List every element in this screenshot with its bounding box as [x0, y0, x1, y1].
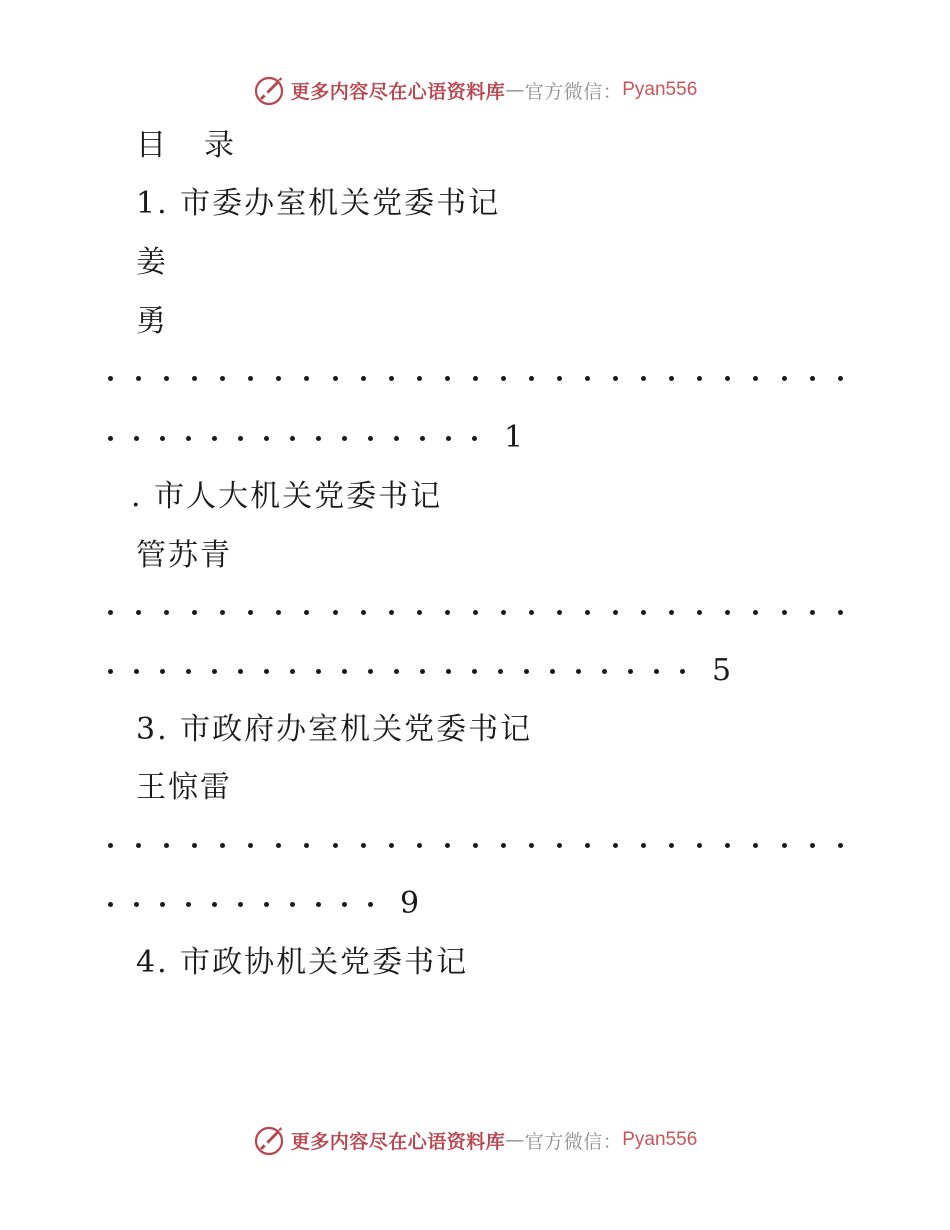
leader-dot: [697, 843, 702, 848]
leader-dot: [557, 843, 562, 848]
leader-dot: [389, 843, 394, 848]
banner-main-text: 更多内容尽在心语资料库: [290, 1130, 506, 1153]
leader-dot: [613, 376, 618, 381]
leader-dot: [316, 669, 321, 674]
toc-page-number: 5: [712, 653, 732, 688]
leader-dot: [613, 843, 618, 848]
leader-dot: [782, 610, 787, 615]
leader-dot: [212, 669, 217, 674]
toc-leader-dots: [108, 651, 843, 691]
leader-dot: [264, 669, 269, 674]
toc-entry-title: . 市人大机关党委书记: [131, 479, 443, 514]
leader-dot: [238, 436, 243, 441]
toc-entry-name: 姜: [136, 245, 168, 280]
leader-dot: [394, 436, 399, 441]
leader-dot: [753, 843, 758, 848]
leader-dot: [669, 610, 674, 615]
leader-dot: [557, 610, 562, 615]
leader-dot: [585, 843, 590, 848]
leader-dot: [654, 669, 659, 674]
leader-dot: [394, 669, 399, 674]
leader-dot: [160, 436, 165, 441]
leader-dot: [276, 376, 281, 381]
leader-dot: [192, 376, 197, 381]
leader-dot: [697, 376, 702, 381]
leader-dot: [361, 610, 366, 615]
leader-dot: [389, 610, 394, 615]
leader-dot: [108, 436, 113, 441]
footer-banner: [0, 1120, 950, 1160]
header-banner: [0, 70, 950, 110]
quill-pen-logo-icon: [253, 74, 285, 106]
leader-dot: [501, 610, 506, 615]
leader-dot: [498, 669, 503, 674]
leader-dot: [472, 436, 477, 441]
leader-dot: [445, 843, 450, 848]
leader-dot: [192, 610, 197, 615]
leader-dot: [108, 902, 113, 907]
leader-dot: [290, 436, 295, 441]
toc-page-number: 9: [400, 886, 420, 921]
leader-dot: [585, 376, 590, 381]
leader-dot: [501, 376, 506, 381]
leader-dot: [585, 610, 590, 615]
banner-wechat-id: Pyan556: [622, 1129, 698, 1150]
leader-dot: [264, 902, 269, 907]
toc-entry-name: 王惊雷: [136, 770, 232, 805]
leader-dot: [838, 610, 843, 615]
banner-dash: —: [505, 1129, 525, 1151]
banner-wechat-label: 官方微信：: [524, 1130, 623, 1153]
leader-dot: [304, 610, 309, 615]
leader-dot: [248, 376, 253, 381]
leader-dot: [304, 376, 309, 381]
leader-dot: [238, 902, 243, 907]
leader-dot: [333, 610, 338, 615]
leader-dot: [342, 902, 347, 907]
toc-leader-dots: [108, 592, 843, 632]
toc-leader-dots: [108, 418, 843, 458]
leader-dot: [361, 843, 366, 848]
leader-dot: [446, 436, 451, 441]
leader-dot: [316, 436, 321, 441]
leader-dot: [529, 376, 534, 381]
toc-leader-dots: [108, 358, 843, 398]
leader-dot: [669, 843, 674, 848]
leader-dot: [238, 669, 243, 674]
leader-dot: [810, 610, 815, 615]
leader-dot: [669, 376, 674, 381]
banner-dash: —: [505, 79, 525, 101]
leader-dot: [164, 843, 169, 848]
leader-dot: [304, 843, 309, 848]
toc-entry-name: 管苏青: [136, 538, 232, 573]
leader-dot: [186, 669, 191, 674]
toc-heading: [136, 126, 236, 166]
leader-dot: [810, 843, 815, 848]
leader-dot: [160, 669, 165, 674]
leader-dot: [212, 902, 217, 907]
leader-dot: [290, 902, 295, 907]
toc-entry-name: 勇: [136, 304, 168, 339]
leader-dot: [529, 843, 534, 848]
leader-dot: [420, 669, 425, 674]
quill-pen-logo-icon: [253, 1124, 285, 1156]
leader-dot: [472, 669, 477, 674]
toc-page-number: 1: [504, 420, 524, 455]
toc-leader-dots: [108, 884, 843, 924]
leader-dot: [445, 610, 450, 615]
leader-dot: [248, 610, 253, 615]
leader-dot: [782, 376, 787, 381]
banner-wechat-label: 官方微信：: [524, 80, 623, 103]
leader-dot: [108, 843, 113, 848]
leader-dot: [192, 843, 197, 848]
leader-dot: [389, 376, 394, 381]
leader-dot: [753, 610, 758, 615]
leader-dot: [838, 376, 843, 381]
leader-dot: [753, 376, 758, 381]
toc-leader-dots: [108, 825, 843, 865]
toc-entry-title: 4. 市政协机关党委书记: [136, 945, 469, 980]
leader-dot: [136, 843, 141, 848]
leader-dot: [473, 376, 478, 381]
leader-dot: [361, 376, 366, 381]
leader-dot: [810, 376, 815, 381]
leader-dot: [641, 376, 646, 381]
leader-dot: [136, 376, 141, 381]
toc-entry-title: 3. 市政府办室机关党委书记: [136, 712, 533, 747]
leader-dot: [576, 669, 581, 674]
leader-dot: [134, 436, 139, 441]
leader-dot: [368, 436, 373, 441]
leader-dot: [108, 610, 113, 615]
leader-dot: [333, 376, 338, 381]
leader-dot: [220, 610, 225, 615]
leader-dot: [186, 436, 191, 441]
leader-dot: [108, 376, 113, 381]
leader-dot: [473, 610, 478, 615]
leader-dot: [838, 843, 843, 848]
leader-dot: [697, 610, 702, 615]
leader-dot: [680, 669, 685, 674]
leader-dot: [186, 902, 191, 907]
leader-dot: [290, 669, 295, 674]
leader-dot: [501, 843, 506, 848]
leader-dot: [725, 610, 730, 615]
leader-dot: [134, 669, 139, 674]
leader-dot: [420, 436, 425, 441]
leader-dot: [164, 610, 169, 615]
leader-dot: [446, 669, 451, 674]
leader-dot: [524, 669, 529, 674]
leader-dot: [264, 436, 269, 441]
leader-dot: [529, 610, 534, 615]
leader-dot: [628, 669, 633, 674]
leader-dot: [417, 843, 422, 848]
leader-dot: [220, 843, 225, 848]
leader-dot: [445, 376, 450, 381]
toc-entry-title: 1. 市委办室机关党委书记: [136, 186, 501, 221]
toc-heading-right: 录: [204, 128, 236, 163]
leader-dot: [782, 843, 787, 848]
leader-dot: [248, 843, 253, 848]
leader-dot: [316, 902, 321, 907]
leader-dot: [108, 669, 113, 674]
leader-dot: [613, 610, 618, 615]
leader-dot: [368, 669, 373, 674]
leader-dot: [212, 436, 217, 441]
leader-dot: [550, 669, 555, 674]
banner-wechat-id: Pyan556: [622, 79, 698, 100]
leader-dot: [641, 843, 646, 848]
leader-dot: [557, 376, 562, 381]
leader-dot: [136, 610, 141, 615]
leader-dot: [276, 610, 281, 615]
leader-dot: [160, 902, 165, 907]
leader-dot: [368, 902, 373, 907]
leader-dot: [417, 376, 422, 381]
leader-dot: [342, 669, 347, 674]
leader-dot: [342, 436, 347, 441]
leader-dot: [725, 843, 730, 848]
leader-dot: [602, 669, 607, 674]
leader-dot: [220, 376, 225, 381]
toc-heading-left: 目: [136, 128, 168, 163]
leader-dot: [333, 843, 338, 848]
leader-dot: [164, 376, 169, 381]
leader-dot: [417, 610, 422, 615]
leader-dot: [473, 843, 478, 848]
leader-dot: [641, 610, 646, 615]
leader-dot: [276, 843, 281, 848]
leader-dot: [134, 902, 139, 907]
leader-dot: [725, 376, 730, 381]
banner-main-text: 更多内容尽在心语资料库: [290, 80, 506, 103]
